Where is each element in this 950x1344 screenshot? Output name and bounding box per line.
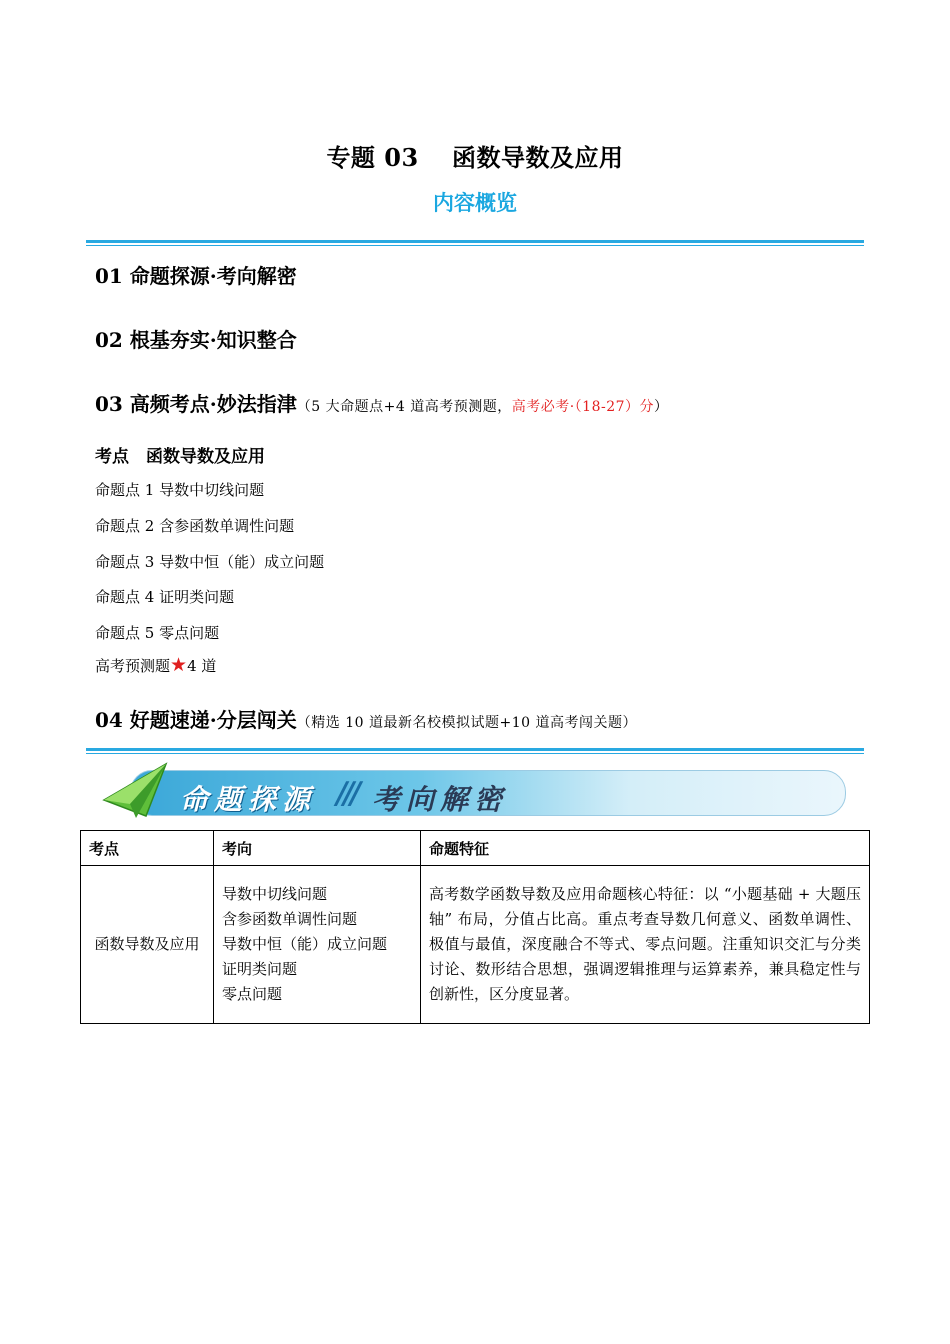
list-item: 命题点 5 零点问题: [95, 624, 220, 642]
section-03-note-b: ）: [654, 399, 669, 415]
list-item: 命题点 1 导数中切线问题: [95, 481, 265, 499]
section-04-title: 04 好题速递·分层闯关: [95, 708, 297, 732]
banner-left-text: 命题探源: [180, 783, 317, 816]
kaodian-table: [80, 830, 870, 1024]
table-cell-feature: 高考数学函数导数及应用命题核心特征：以 “小题基础 + 大题压轴” 布局，分值占比高。重点考查导数几何意义、函数单调性、极值与最值，深度融合不等式、零点问题。注重知识交汇与分类讨论、数形结合思想，强调逻辑推理与运算素养，兼具稳定性与创新性，区分度显著。: [421, 866, 870, 1024]
kaoxiang-item: 导数中切线问题: [222, 885, 328, 903]
predict-item: [95, 654, 216, 676]
divider-top: [86, 240, 864, 246]
table-header: 命题特征: [421, 831, 870, 866]
section-banner: [100, 760, 850, 822]
list-item: 命题点 2 含参函数单调性问题: [95, 517, 295, 535]
kaodian-heading: 考点 函数导数及应用: [95, 447, 265, 467]
section-03-title: 03 高频考点·妙法指津: [95, 392, 297, 416]
table-header: 考点: [81, 831, 214, 866]
table-header-row: [81, 831, 870, 866]
section-02: 02 根基夯实·知识整合: [95, 328, 297, 352]
table-header: 考向: [214, 831, 421, 866]
kaoxiang-item: 零点问题: [222, 985, 283, 1003]
page-title: 专题 03 函数导数及应用: [326, 143, 624, 172]
banner-right-text: 考向解密: [372, 783, 509, 816]
table-cell-kaoxiang: [214, 866, 421, 1024]
table-cell-kaodian: 函数导数及应用: [81, 866, 214, 1024]
section-03-note-a: （5 大命题点+4 道高考预测题，: [296, 399, 512, 415]
kaoxiang-item: 导数中恒（能）成立问题: [222, 935, 388, 953]
table-row: [81, 866, 870, 1024]
paper-plane-icon: [100, 760, 180, 822]
overview-heading: 内容概览: [433, 190, 517, 215]
list-item: 命题点 3 导数中恒（能）成立问题: [95, 553, 325, 571]
kaoxiang-item: 含参函数单调性问题: [222, 910, 358, 928]
section-04: [95, 704, 637, 733]
predict-count: 4 道: [187, 657, 217, 675]
banner-slash: ///: [336, 776, 357, 811]
list-item: 命题点 4 证明类问题: [95, 588, 235, 606]
section-03-note-red: 高考必考·（18-27）分: [511, 399, 655, 415]
section-04-note: （精选 10 道最新名校模拟试题+10 道高考闯关题）: [296, 715, 637, 731]
divider-bottom: [86, 748, 864, 754]
section-01: 01 命题探源·考向解密: [95, 264, 297, 288]
section-03-note: [297, 399, 669, 415]
kaoxiang-item: 证明类问题: [222, 960, 298, 978]
predict-label: 高考预测题: [95, 657, 171, 675]
star-icon: ★: [170, 654, 188, 676]
section-03: [95, 388, 669, 417]
